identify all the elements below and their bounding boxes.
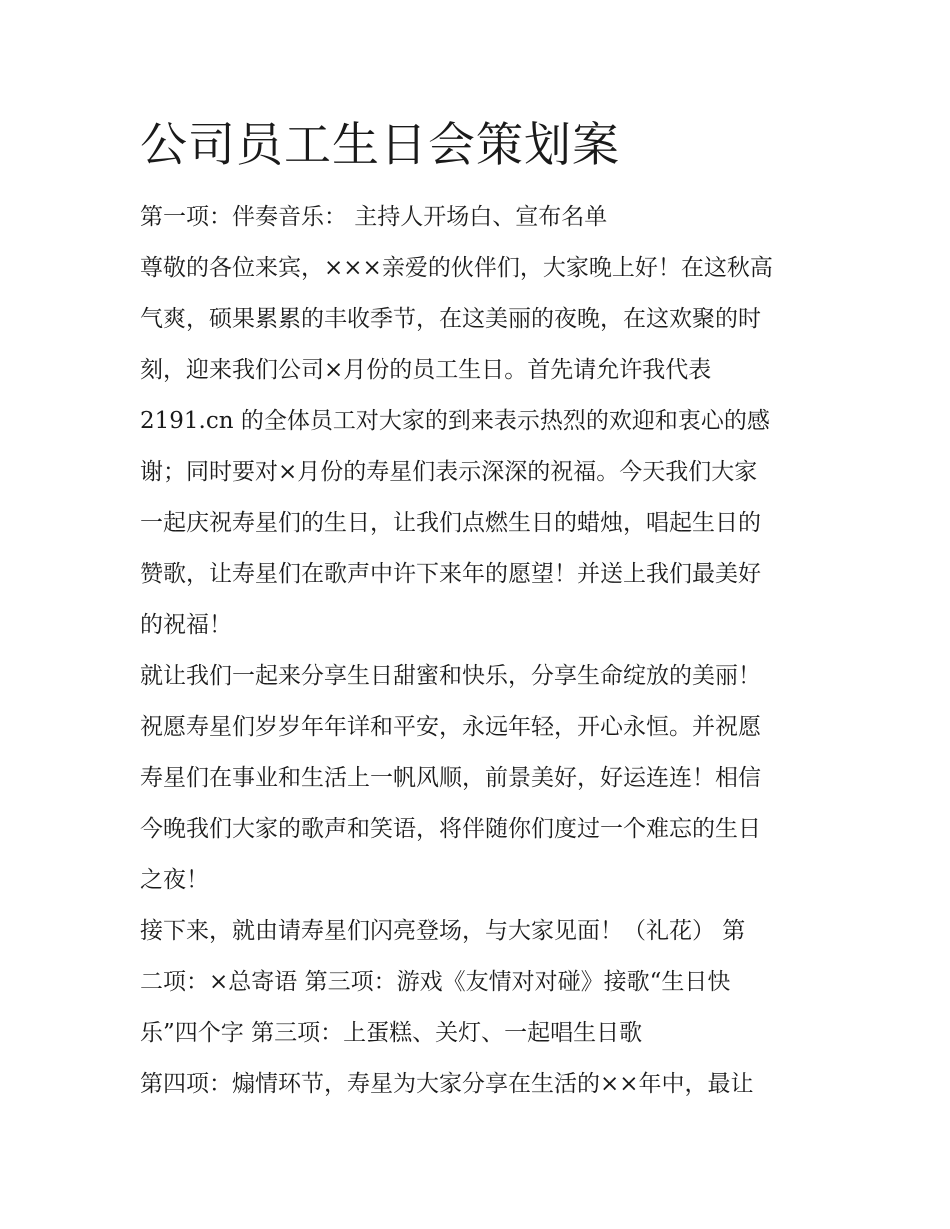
body-line: 2191.cn 的全体员工对大家的到来表示热烈的欢迎和衷心的感 [140, 408, 770, 434]
body-line: 之夜！ [140, 867, 209, 893]
body-line: 的祝福！ [140, 612, 232, 638]
body-line: 刻，迎来我们公司×月份的员工生日。首先请允许我代表 [140, 357, 712, 383]
document-page [140, 112, 820, 1110]
body-line: 气爽，硕果累累的丰收季节，在这美丽的夜晚，在这欢聚的时 [140, 306, 761, 332]
document-body [140, 192, 820, 1110]
body-line: 谢；同时要对×月份的寿星们表示深深的祝福。今天我们大家 [140, 459, 758, 485]
body-line: 乐”四个字 第三项：上蛋糕、关灯、一起唱生日歌 [140, 1020, 643, 1046]
body-line: 今晚我们大家的歌声和笑语，将伴随你们度过一个难忘的生日 [140, 816, 761, 842]
body-line: 二项：×总寄语 第三项：游戏《友情对对碰》接歌“生日快 [140, 969, 731, 995]
document-title: 公司员工生日会策划案 [140, 118, 620, 173]
body-line: 赞歌，让寿星们在歌声中许下来年的愿望！并送上我们最美好 [140, 561, 761, 587]
body-line: 尊敬的各位来宾，×××亲爱的伙伴们，大家晚上好！在这秋高 [140, 255, 773, 281]
body-line: 一起庆祝寿星们的生日，让我们点燃生日的蜡烛，唱起生日的 [140, 510, 761, 536]
body-line: 就让我们一起来分享生日甜蜜和快乐，分享生命绽放的美丽！ [140, 663, 761, 689]
body-line: 祝愿寿星们岁岁年年详和平安，永远年轻，开心永恒。并祝愿 [140, 714, 761, 740]
body-line: 接下来，就由请寿星们闪亮登场，与大家见面！（礼花） 第 [140, 918, 746, 944]
body-line: 第四项：煽情环节，寿星为大家分享在生活的××年中，最让 [140, 1071, 754, 1097]
body-line: 寿星们在事业和生活上一帆风顺，前景美好，好运连连！相信 [140, 765, 761, 791]
body-line: 第一项：伴奏音乐： 主持人开场白、宣布名单 [140, 204, 608, 230]
